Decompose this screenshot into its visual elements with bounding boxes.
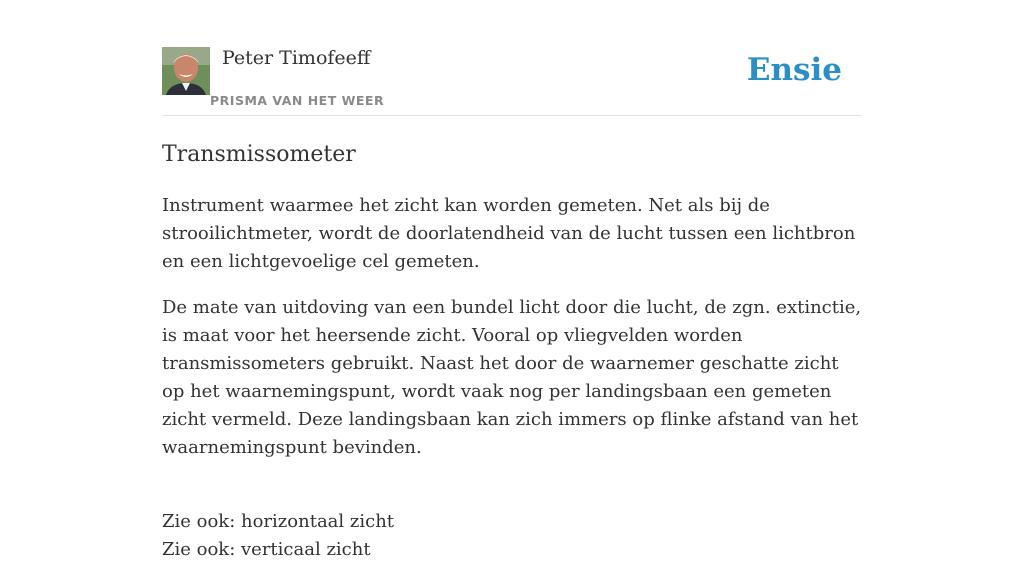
see-also-link[interactable]: Zie ook: horizontaal zicht xyxy=(162,511,395,532)
brand-logo[interactable]: Ensie xyxy=(746,52,842,88)
source-label[interactable]: PRISMA VAN HET WEER xyxy=(210,93,385,108)
entry-paragraph: De mate van uitdoving van een bundel licht door die lucht, de zgn. extinctie, is maat voor het heersende zicht. Vooral op vliegvelden worden transmissometers gebruikt. Naast het door de waarnemer geschatte zicht op het waarnemingspunt, wordt vaak nog per landingsbaan een gemeten zicht vermeld. Deze landingsbaan kan zich immers op flinke afstand van het waarnemingspunt bevinden. xyxy=(162,297,862,458)
entry-title: Transmissometer xyxy=(162,142,356,167)
avatar-photo-icon xyxy=(162,47,210,95)
entry-body xyxy=(162,192,862,564)
author-name[interactable]: Peter Timofeeff xyxy=(222,47,371,69)
paragraph-spacer xyxy=(162,480,862,508)
author-avatar[interactable] xyxy=(162,47,210,95)
entry-paragraph: Instrument waarmee het zicht kan worden gemeten. Net als bij de strooilichtmeter, wordt de doorlatendheid van de lucht tussen een lichtbron en een lichtgevoelige cel gemeten. xyxy=(162,195,856,272)
see-also-link[interactable]: Zie ook: verticaal zicht xyxy=(162,539,371,560)
entry-header xyxy=(162,40,862,116)
